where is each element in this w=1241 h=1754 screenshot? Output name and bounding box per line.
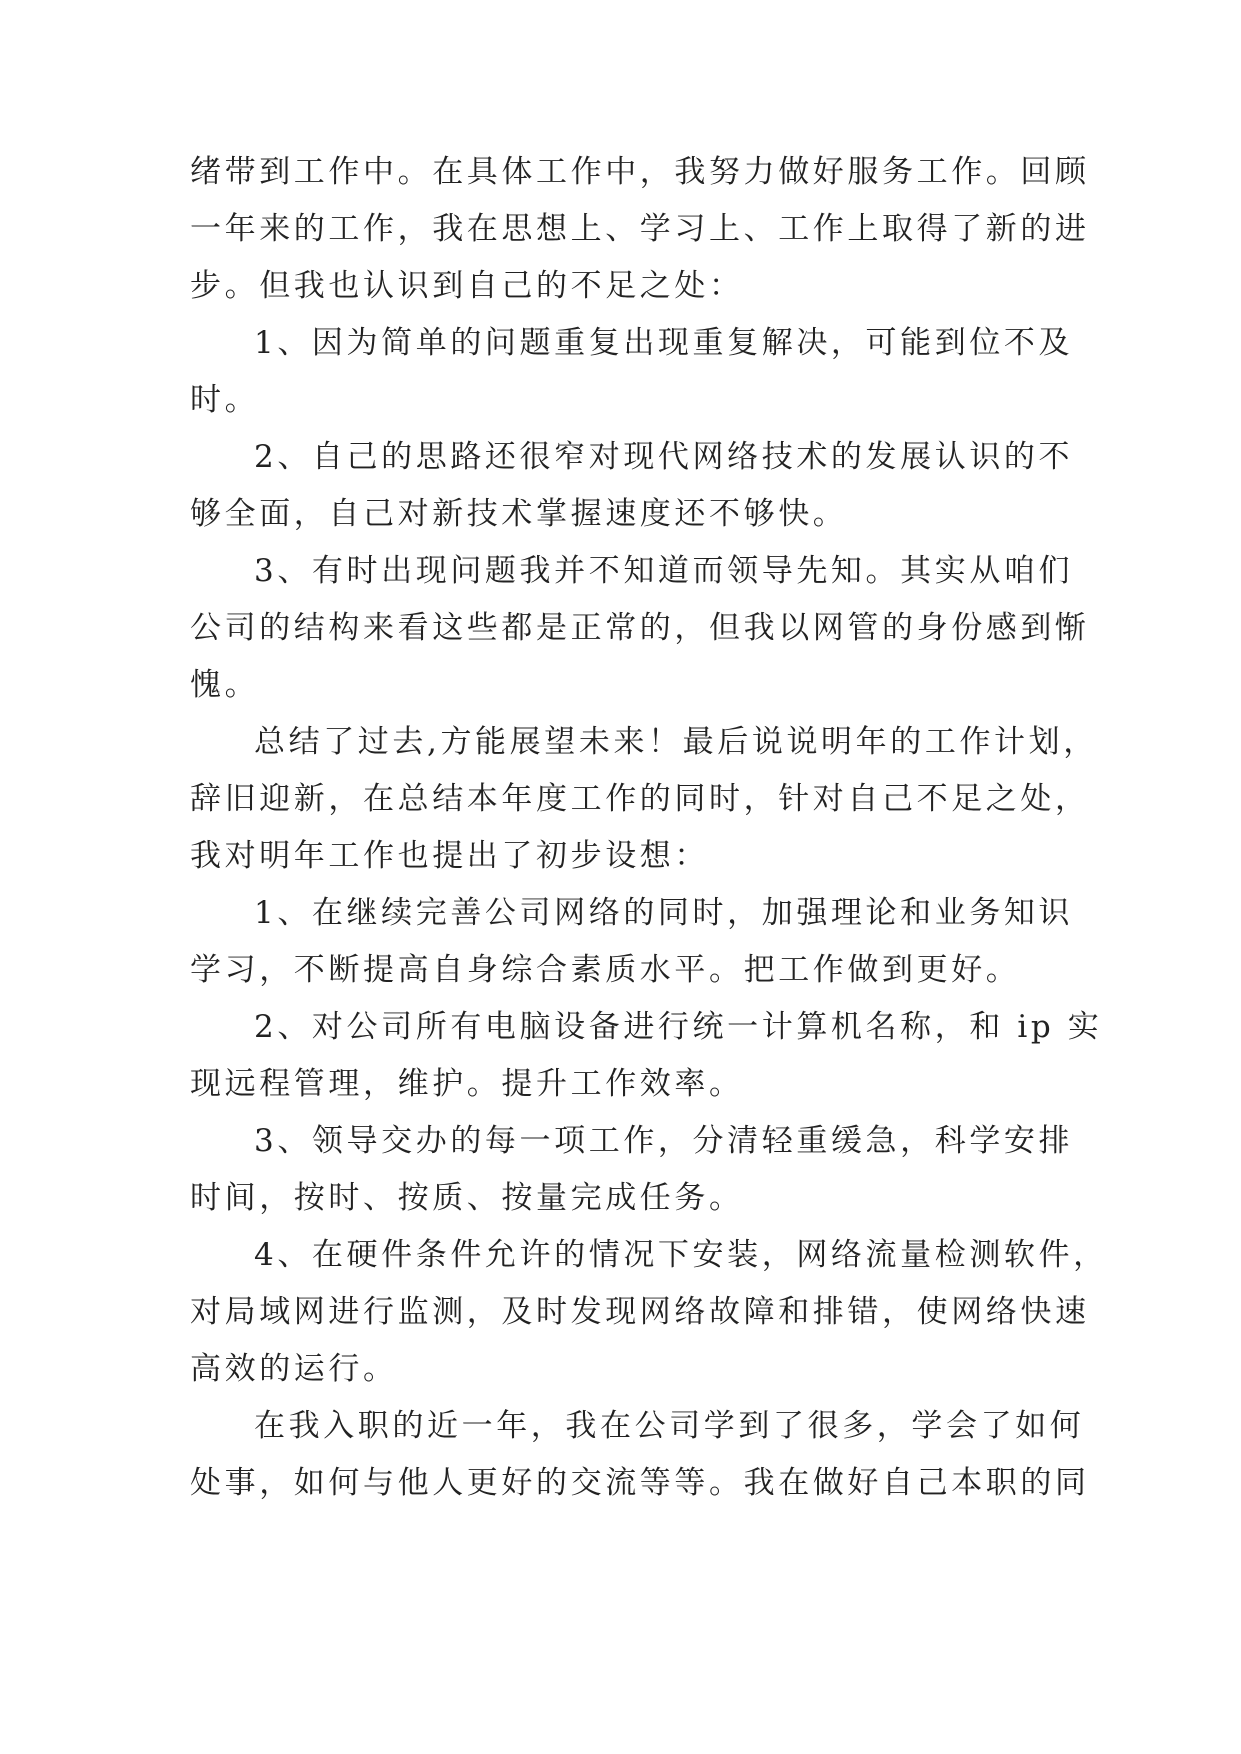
text-line: 绪带到工作中。在具体工作中，我努力做好服务工作。回顾 bbox=[190, 154, 1090, 190]
text-line: 处事，如何与他人更好的交流等等。我在做好自己本职的同 bbox=[190, 1465, 1090, 1501]
list-item-3-line: 3、有时出现问题我并不知道而领导先知。其实从咱们 bbox=[254, 553, 1074, 589]
text-line: 时。 bbox=[190, 382, 260, 418]
text-line: 愧。 bbox=[190, 667, 260, 703]
list-item-1-line: 1、因为简单的问题重复出现重复解决，可能到位不及 bbox=[254, 325, 1074, 361]
text-line: 学习，不断提高自身综合素质水平。把工作做到更好。 bbox=[190, 952, 1021, 988]
plan-item-1-line: 1、在继续完善公司网络的同时，加强理论和业务知识 bbox=[254, 895, 1074, 931]
text-line: 公司的结构来看这些都是正常的，但我以网管的身份感到惭 bbox=[190, 610, 1090, 646]
paragraph-line: 在我入职的近一年，我在公司学到了很多，学会了如何 bbox=[254, 1408, 1085, 1444]
text-line: 够全面，自己对新技术掌握速度还不够快。 bbox=[190, 496, 848, 532]
plan-item-2-line: 2、对公司所有电脑设备进行统一计算机名称，和 ip 实 bbox=[254, 1009, 1103, 1045]
text-line: 时间，按时、按质、按量完成任务。 bbox=[190, 1180, 744, 1216]
text-line: 辞旧迎新，在总结本年度工作的同时，针对自己不足之处， bbox=[190, 781, 1090, 817]
plan-item-4-line: 4、在硬件条件允许的情况下安装，网络流量检测软件， bbox=[254, 1237, 1108, 1273]
text-line: 一年来的工作，我在思想上、学习上、工作上取得了新的进 bbox=[190, 211, 1090, 247]
list-item-2-line: 2、自己的思路还很窄对现代网络技术的发展认识的不 bbox=[254, 439, 1074, 475]
plan-item-3-line: 3、领导交办的每一项工作，分清轻重缓急，科学安排 bbox=[254, 1123, 1074, 1159]
text-line: 高效的运行。 bbox=[190, 1351, 398, 1387]
text-line: 对局域网进行监测，及时发现网络故障和排错，使网络快速 bbox=[190, 1294, 1090, 1330]
text-line: 步。但我也认识到自己的不足之处： bbox=[190, 268, 744, 304]
paragraph-line: 总结了过去,方能展望未来！最后说说明年的工作计划， bbox=[254, 724, 1098, 760]
text-line: 我对明年工作也提出了初步设想： bbox=[190, 838, 709, 874]
text-line: 现远程管理，维护。提升工作效率。 bbox=[190, 1066, 744, 1102]
